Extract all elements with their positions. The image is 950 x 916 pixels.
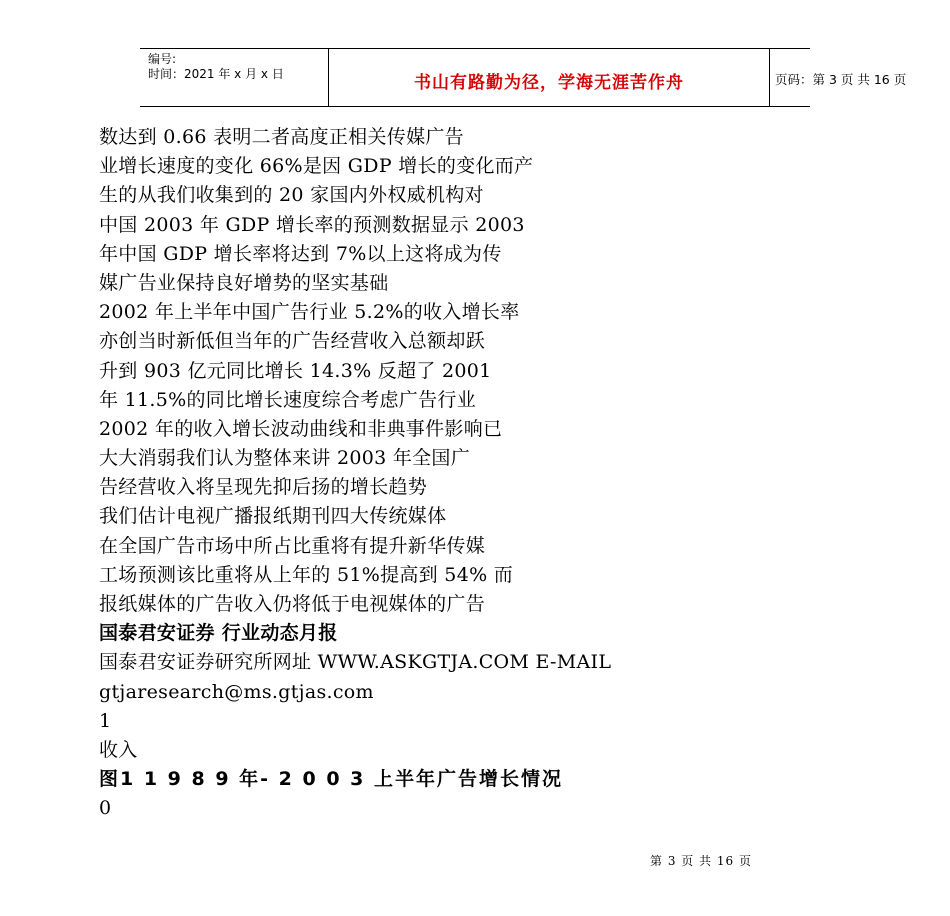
email-line: gtjaresearch@ms.gtjas.com [99, 680, 374, 703]
page-header [140, 48, 907, 107]
header-page-number: 页码：第 3 页 共 16 页 [775, 72, 907, 87]
body-line: 亦创当时新低但当年的广告经营收入总额却跃 [99, 330, 486, 353]
report-title: 国泰君安证券 行业动态月报 [99, 622, 338, 645]
header-motto: 书山有路勤为径，学海无涯苦作舟 [414, 73, 684, 93]
body-line: 媒广告业保持良好增势的坚实基础 [99, 271, 389, 294]
body-line: 生的从我们收集到的 20 家国内外权威机构对 [99, 184, 484, 207]
body-line: 在全国广告市场中所占比重将有提升新华传媒 [99, 534, 486, 557]
zero-line: 0 [99, 797, 112, 820]
number-line: 1 [99, 709, 112, 732]
body-line: 中国 2003 年 GDP 增长率的预测数据显示 2003 [99, 213, 525, 236]
serial-label: 编号: [148, 52, 177, 66]
document-body [99, 123, 611, 824]
body-line: 我们估计电视广播报纸期刊四大传统媒体 [99, 505, 447, 528]
website-line: 国泰君安证券研究所网址 WWW.ASKGTJA.COM E-MAIL [99, 651, 612, 674]
body-line: 大大消弱我们认为整体来讲 2003 年全国广 [99, 447, 471, 470]
body-line: 年 11.5%的同比增长速度综合考虑广告行业 [99, 388, 476, 411]
body-line: 工场预测该比重将从上年的 51%提高到 54% 而 [99, 563, 514, 586]
figure-caption: 图1 1 9 8 9 年- 2 0 0 3 上半年广告增长情况 [99, 768, 564, 791]
body-line: 2002 年上半年中国广告行业 5.2%的收入增长率 [99, 301, 520, 324]
body-line: 2002 年的收入增长波动曲线和非典事件影响已 [99, 417, 503, 440]
time-label: 时间：2021 年 x 月 x 日 [148, 67, 284, 81]
body-line: 报纸媒体的广告收入仍将低于电视媒体的广告 [99, 593, 486, 615]
body-line: 升到 903 亿元同比增长 14.3% 反超了 2001 [99, 359, 492, 382]
header-page-cell [769, 49, 949, 106]
header-meta-cell [140, 49, 328, 106]
body-line: 告经营收入将呈现先抑后扬的增长趋势 [99, 476, 428, 499]
body-line: 年中国 GDP 增长率将达到 7%以上这将成为传 [99, 242, 502, 265]
body-line: 业增长速度的变化 66%是因 GDP 增长的变化而产 [99, 155, 534, 178]
page-footer: 第 3 页 共 16 页 [650, 854, 752, 868]
body-line: 数达到 0.66 表明二者高度正相关传媒广告 [99, 126, 464, 148]
income-line: 收入 [99, 738, 138, 761]
header-motto-cell [328, 49, 770, 106]
